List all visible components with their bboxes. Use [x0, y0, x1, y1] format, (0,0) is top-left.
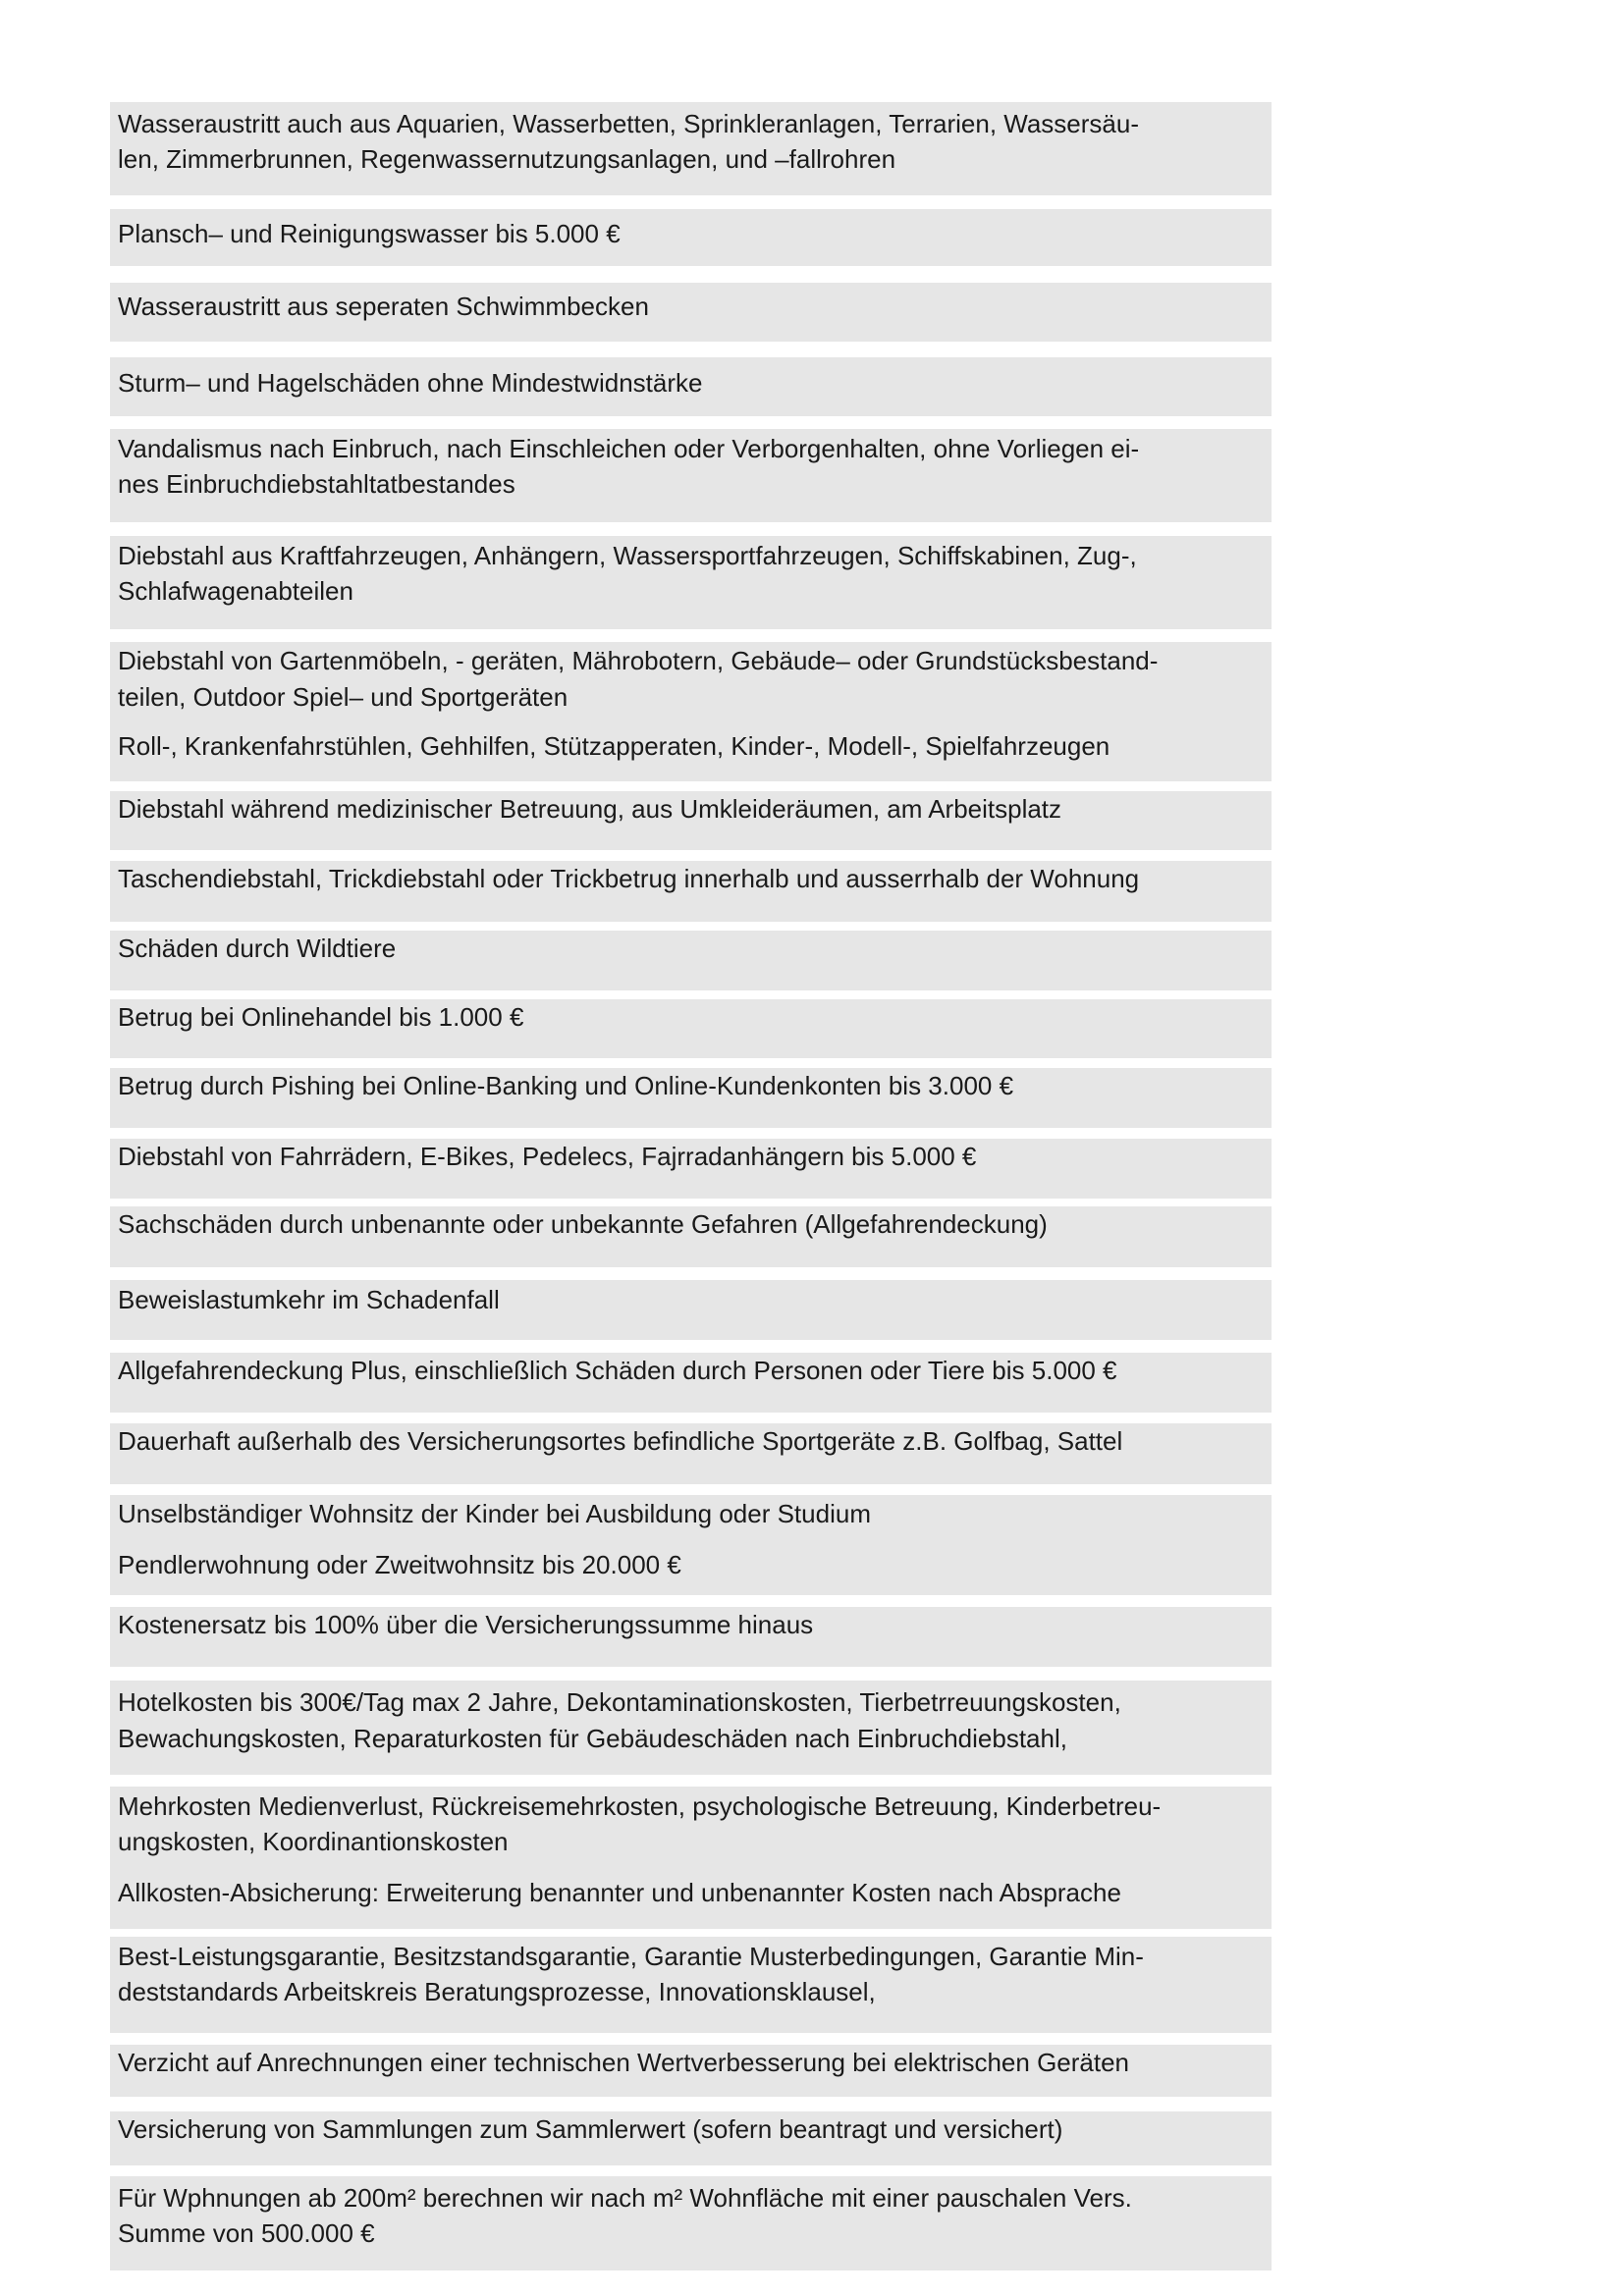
coverage-line: Pendlerwohnung oder Zweitwohnsitz bis 20.000 € — [118, 1550, 681, 1579]
coverage-row — [110, 999, 1272, 1058]
coverage-row — [110, 1280, 1272, 1340]
coverage-line: Mehrkosten Medienverlust, Rückreisemehrkosten, psychologische Betreuung, Kinderbetreu- — [118, 1791, 1162, 1821]
coverage-line: Taschendiebstahl, Trickdiebstahl oder Trickbetrug innerhalb und ausserrhalb der Wohnung — [118, 864, 1140, 893]
coverage-line: Schäden durch Wildtiere — [118, 934, 397, 963]
coverage-line: Bewachungskosten, Reparaturkosten für Gebäudeschäden nach Einbruchdiebstahl, — [118, 1724, 1067, 1753]
coverage-row — [110, 1353, 1272, 1413]
coverage-row — [110, 642, 1272, 781]
coverage-line: Kostenersatz bis 100% über die Versicherungssumme hinaus — [118, 1610, 814, 1639]
coverage-line: Für Wphnungen ab 200m² berechnen wir nach m² Wohnfläche mit einer pauschalen Vers. — [118, 2183, 1132, 2213]
coverage-row — [110, 1607, 1272, 1667]
coverage-line: Verzicht auf Anrechnungen einer technischen Wertverbesserung bei elektrischen Geräten — [118, 2048, 1130, 2077]
coverage-line: ungskosten, Koordinantionskosten — [118, 1827, 509, 1856]
coverage-row — [110, 1206, 1272, 1267]
coverage-line: Versicherung von Sammlungen zum Sammlerwert (sofern beantragt und versichert) — [118, 2114, 1063, 2144]
coverage-row — [110, 931, 1272, 990]
coverage-line: Wasseraustritt aus seperaten Schwimmbecken — [118, 292, 649, 321]
coverage-row — [110, 1139, 1272, 1199]
coverage-line: deststandards Arbeitskreis Beratungsprozesse, Innovationsklausel, — [118, 1977, 876, 2006]
coverage-row — [110, 1423, 1272, 1484]
coverage-row — [110, 209, 1272, 266]
coverage-line: Betrug bei Onlinehandel bis 1.000 € — [118, 1002, 524, 1032]
coverage-row — [110, 283, 1272, 342]
coverage-line: Diebstahl aus Kraftfahrzeugen, Anhängern, Wassersportfahrzeugen, Schiffskabinen, Zug-, — [118, 541, 1137, 570]
coverage-line: Allgefahrendeckung Plus, einschließlich Schäden durch Personen oder Tiere bis 5.000 € — [118, 1356, 1117, 1385]
coverage-line: Schlafwagenabteilen — [118, 576, 353, 606]
coverage-row — [110, 102, 1272, 195]
coverage-row — [110, 1787, 1272, 1929]
coverage-line: len, Zimmerbrunnen, Regenwassernutzungsanlagen, und –fallrohren — [118, 144, 896, 174]
coverage-line: Vandalismus nach Einbruch, nach Einschleichen oder Verborgenhalten, ohne Vorliegen ei- — [118, 434, 1140, 463]
coverage-line: Diebstahl während medizinischer Betreuung, aus Umkleideräumen, am Arbeitsplatz — [118, 794, 1062, 824]
coverage-line: Best-Leistungsgarantie, Besitzstandsgarantie, Garantie Musterbedingungen, Garantie Min- — [118, 1942, 1144, 1971]
coverage-row — [110, 429, 1272, 522]
coverage-line: Diebstahl von Gartenmöbeln, - geräten, Mährobotern, Gebäude– oder Grundstücksbestand- — [118, 646, 1159, 675]
coverage-row — [110, 1495, 1272, 1595]
coverage-row — [110, 1068, 1272, 1128]
coverage-line: Diebstahl von Fahrrädern, E-Bikes, Pedelecs, Fajrradanhängern bis 5.000 € — [118, 1142, 977, 1171]
coverage-line: Sachschäden durch unbenannte oder unbekannte Gefahren (Allgefahrendeckung) — [118, 1209, 1048, 1239]
coverage-line: nes Einbruchdiebstahltatbestandes — [118, 469, 515, 499]
coverage-row — [110, 2045, 1272, 2097]
coverage-row — [110, 1681, 1272, 1775]
coverage-row — [110, 2176, 1272, 2270]
coverage-row — [110, 2111, 1272, 2165]
coverage-line: Betrug durch Pishing bei Online-Banking und Online-Kundenkonten bis 3.000 € — [118, 1071, 1014, 1100]
coverage-row — [110, 861, 1272, 922]
coverage-row — [110, 1937, 1272, 2033]
coverage-line: Beweislastumkehr im Schadenfall — [118, 1285, 500, 1314]
coverage-row — [110, 791, 1272, 850]
coverage-line: Hotelkosten bis 300€/Tag max 2 Jahre, Dekontaminationskosten, Tierbetrreuungskosten, — [118, 1687, 1121, 1717]
coverage-line: Unselbständiger Wohnsitz der Kinder bei Ausbildung oder Studium — [118, 1499, 871, 1528]
coverage-line: Dauerhaft außerhalb des Versicherungsortes befindliche Sportgeräte z.B. Golfbag, Sattel — [118, 1426, 1123, 1456]
coverage-line: Plansch– und Reinigungswasser bis 5.000 € — [118, 219, 621, 248]
coverage-line: Wasseraustritt auch aus Aquarien, Wasserbetten, Sprinkleranlagen, Terrarien, Wassersäu- — [118, 109, 1139, 138]
coverage-line: Summe von 500.000 € — [118, 2218, 375, 2248]
coverage-row — [110, 536, 1272, 629]
coverage-line: Roll-, Krankenfahrstühlen, Gehhilfen, Stützapperaten, Kinder-, Modell-, Spielfahrzeugen — [118, 731, 1110, 761]
coverage-row — [110, 357, 1272, 416]
coverage-line: Allkosten-Absicherung: Erweiterung benannter und unbenannter Kosten nach Absprache — [118, 1878, 1121, 1907]
coverage-line: Sturm– und Hagelschäden ohne Mindestwidnstärke — [118, 368, 703, 398]
coverage-line: teilen, Outdoor Spiel– und Sportgeräten — [118, 682, 568, 712]
